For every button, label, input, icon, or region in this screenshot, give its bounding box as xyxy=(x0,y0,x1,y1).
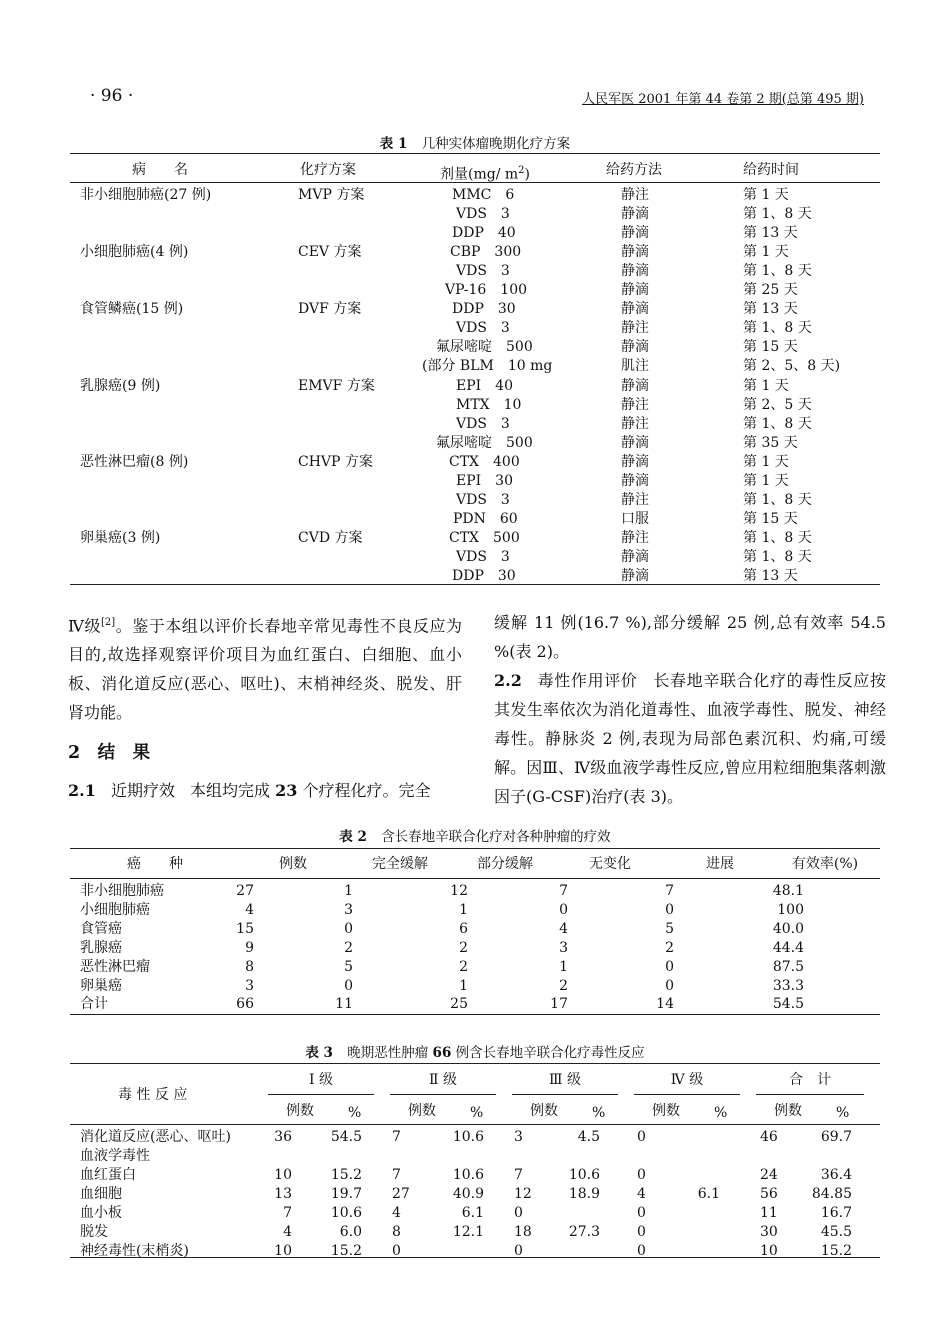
table1-cell-disease: 非小细胞肺癌(27 例) xyxy=(80,187,212,203)
table1-cell-route: 静滴 xyxy=(621,435,649,451)
table2-cell-1: 3 xyxy=(245,978,254,994)
table3-cell-count: 0 xyxy=(637,1167,646,1183)
table1-cell-route: 静滴 xyxy=(621,244,649,260)
table1-cell-route: 静滴 xyxy=(621,473,649,489)
table3-sub-count: 例数 xyxy=(286,1103,314,1119)
table3-cell-reaction: 血液学毒性 xyxy=(80,1148,150,1164)
table1-caption-title: 几种实体瘤晚期化疗方案 xyxy=(421,136,571,152)
table1-cell-route: 口服 xyxy=(621,511,649,527)
table2-cell-4: 7 xyxy=(559,883,568,899)
table2-cell-4: 17 xyxy=(550,996,568,1012)
section21-text-a: 本组均完成 xyxy=(190,781,276,801)
table1-cell-route: 静滴 xyxy=(621,339,649,355)
table3-grade-0: Ⅰ 级 xyxy=(309,1072,333,1088)
table3-cell-pct: 36.4 xyxy=(820,1167,852,1183)
table1-cell-route: 静注 xyxy=(621,492,649,508)
table3-grade-rule xyxy=(268,1094,374,1095)
table2-cell-1: 15 xyxy=(236,921,254,937)
table2-cell-2: 0 xyxy=(344,978,353,994)
table3-cell-count: 0 xyxy=(392,1243,401,1259)
table3-cell-pct: 27.3 xyxy=(568,1224,600,1240)
table2-cell-3: 1 xyxy=(459,978,468,994)
table2-cell-5: 7 xyxy=(665,883,674,899)
table1-cell-dose: DDP 40 xyxy=(452,225,516,241)
table3-sub-count: 例数 xyxy=(530,1103,558,1119)
table3-cell-count: 4 xyxy=(392,1205,401,1221)
table3-cell-count: 30 xyxy=(760,1224,778,1240)
table1-cell-time: 第 13 天 xyxy=(743,568,798,584)
table1-header-rule xyxy=(70,182,880,183)
table1-cell-route: 静滴 xyxy=(621,282,649,298)
section22-title: 毒性作用评价 xyxy=(537,671,638,690)
table2-cell-2: 3 xyxy=(344,902,353,918)
table1-cell-time: 第 1、8 天 xyxy=(743,320,812,336)
table1-cell-time: 第 13 天 xyxy=(743,225,798,241)
section21-count: 23 xyxy=(275,781,298,801)
table3-cell-pct: 4.5 xyxy=(577,1129,600,1145)
table1-cell-disease: 卵巢癌(3 例) xyxy=(80,530,161,546)
table2-cell-5: 0 xyxy=(665,902,674,918)
table3-grade-4: 合 计 xyxy=(789,1072,831,1088)
table3-cell-reaction: 脱发 xyxy=(80,1224,108,1240)
table3-cell-pct: 54.5 xyxy=(330,1129,362,1145)
table1-cell-route: 静滴 xyxy=(621,225,649,241)
table2-cell-cancer: 恶性淋巴瘤 xyxy=(80,959,150,975)
table2-cell-2: 0 xyxy=(344,921,353,937)
table3-caption xyxy=(0,1041,950,1061)
left-paragraph xyxy=(68,608,462,727)
table1-cell-dose: DDP 30 xyxy=(452,301,516,317)
table2-caption-title: 含长春地辛联合化疗对各种肿瘤的疗效 xyxy=(381,829,611,845)
table1-cell-dose: 氟尿嘧啶 500 xyxy=(436,435,533,451)
table1-cell-route: 静滴 xyxy=(621,378,649,394)
table1-cell-dose: CTX 500 xyxy=(449,530,520,546)
table2-cell-6: 44.4 xyxy=(772,940,804,956)
table3-sub-pct: % xyxy=(348,1105,362,1121)
table1-cell-dose: EPI 30 xyxy=(456,473,513,489)
page-number: · 96 · xyxy=(90,86,134,106)
table2-header-5: 进展 xyxy=(706,856,734,872)
table3-cell-count: 18 xyxy=(514,1224,532,1240)
table2-cell-cancer: 合计 xyxy=(80,996,108,1012)
grade-text: Ⅳ级 xyxy=(68,616,102,636)
table3-cell-count: 11 xyxy=(760,1205,778,1221)
table3-cell-pct: 6.0 xyxy=(339,1224,362,1240)
table1-cell-time: 第 1、8 天 xyxy=(743,263,812,279)
table2-cell-cancer: 乳腺癌 xyxy=(80,940,122,956)
section22-text: 长春地辛联合化疗的毒性反应按其发生率依次为消化道毒性、血液学毒性、脱发、神经毒性。静脉炎 2 例,表现为局部色素沉积、灼痛,可缓解。因Ⅲ、Ⅳ级血液学毒性反应,曾应用粒细胞集落刺激因子(G-CSF)治疗(表 3)。 xyxy=(494,671,886,806)
table2-bottom-rule xyxy=(70,1014,880,1015)
table1-cell-regimen: CHVP 方案 xyxy=(298,454,373,470)
table1-cell-time: 第 15 天 xyxy=(743,339,798,355)
table3-sub-pct: % xyxy=(714,1105,728,1121)
table1-cell-time: 第 1、8 天 xyxy=(743,549,812,565)
table2-header-4: 无变化 xyxy=(589,856,631,872)
table2-cell-2: 5 xyxy=(344,959,353,975)
table3-cell-reaction: 消化道反应(恶心、呕吐) xyxy=(80,1129,231,1145)
table3-cell-pct: 10.6 xyxy=(452,1129,484,1145)
table3-grade-rule xyxy=(634,1094,740,1095)
table1-cell-dose: VDS 3 xyxy=(456,416,510,432)
table3-cell-pct: 19.7 xyxy=(330,1186,362,1202)
table3-sub-pct: % xyxy=(592,1105,606,1121)
table2-cell-5: 0 xyxy=(665,978,674,994)
table3-grade-1: Ⅱ 级 xyxy=(429,1072,457,1088)
left-paragraph-text: 。鉴于本组以评价长春地辛常见毒性不良反应为目的,故选择观察评价项目为血红蛋白、白细胞、血小板、消化道反应(恶心、呕吐)、末梢神经炎、脱发、肝肾功能。 xyxy=(68,616,462,723)
table2-cell-4: 2 xyxy=(559,978,568,994)
table2-cell-2: 2 xyxy=(344,940,353,956)
table1-cell-time: 第 1 天 xyxy=(743,378,789,394)
table3-grade-rule xyxy=(512,1094,618,1095)
table1-cell-disease: 乳腺癌(9 例) xyxy=(80,378,161,394)
table2-cell-6: 87.5 xyxy=(772,959,804,975)
table3-cell-pct: 45.5 xyxy=(820,1224,852,1240)
table3-cell-count: 7 xyxy=(392,1167,401,1183)
table1-cell-dose: 氟尿嘧啶 500 xyxy=(436,339,533,355)
table1-cell-route: 静注 xyxy=(621,320,649,336)
table3-cell-count: 7 xyxy=(392,1129,401,1145)
table3-caption-title-a: 晚期恶性肿瘤 xyxy=(347,1045,433,1061)
table1-cell-time: 第 2、5 天 xyxy=(743,397,812,413)
table3-cell-pct: 10.6 xyxy=(452,1167,484,1183)
table2-header-6: 有效率(%) xyxy=(791,856,859,872)
table3-cell-pct: 15.2 xyxy=(820,1243,852,1259)
table3-grade-rule xyxy=(756,1094,864,1095)
table3-cell-reaction: 血小板 xyxy=(80,1205,122,1221)
table2-cell-5: 0 xyxy=(665,959,674,975)
table2-cell-3: 2 xyxy=(459,959,468,975)
table3-header-rule xyxy=(70,1124,880,1125)
table1-cell-route: 静滴 xyxy=(621,301,649,317)
table1-header-time: 给药时间 xyxy=(743,162,799,178)
section2-title: 2 结 果 xyxy=(68,743,151,764)
table1-header-disease: 病 名 xyxy=(132,162,188,178)
table1-cell-dose: VDS 3 xyxy=(456,492,510,508)
table1-caption xyxy=(0,132,950,152)
table3-cell-count: 13 xyxy=(274,1186,292,1202)
table3-cell-count: 0 xyxy=(637,1224,646,1240)
table1-cell-dose: MMC 6 xyxy=(452,187,515,203)
table3-grade-3: Ⅳ 级 xyxy=(670,1072,704,1088)
table1-cell-time: 第 35 天 xyxy=(743,435,798,451)
table3-cell-count: 4 xyxy=(283,1224,292,1240)
table3-sub-count: 例数 xyxy=(408,1103,436,1119)
table1-cell-route: 静注 xyxy=(621,187,649,203)
table3-cell-pct: 6.1 xyxy=(461,1205,484,1221)
table3-cell-pct: 40.9 xyxy=(452,1186,484,1202)
table1-cell-disease: 小细胞肺癌(4 例) xyxy=(80,244,189,260)
table3-cell-count: 12 xyxy=(514,1186,532,1202)
section21-number: 2.1 xyxy=(68,781,96,801)
journal-header: 人民军医 2001 年第 44 卷第 2 期(总第 495 期) xyxy=(582,92,864,107)
left-column-text xyxy=(68,608,462,805)
table2-cell-cancer: 非小细胞肺癌 xyxy=(80,883,164,899)
table2-cell-1: 66 xyxy=(236,996,254,1012)
table1-header-dose-a: 剂量(mg/ m xyxy=(440,166,519,183)
table3-cell-count: 10 xyxy=(274,1167,292,1183)
table3-cell-count: 0 xyxy=(514,1205,523,1221)
table1-cell-dose: CTX 400 xyxy=(449,454,520,470)
table1-cell-dose: VDS 3 xyxy=(456,206,510,222)
table1-top-rule xyxy=(70,153,880,154)
table1-caption-label: 表 1 xyxy=(379,136,408,152)
section21-title: 近期疗效 xyxy=(110,781,175,801)
table3-sub-pct: % xyxy=(836,1105,850,1121)
table3-cell-count: 56 xyxy=(760,1186,778,1202)
table2-cell-6: 40.0 xyxy=(772,921,804,937)
table1-cell-dose: PDN 60 xyxy=(453,511,518,527)
table2-cell-6: 100 xyxy=(777,902,804,918)
table2-cell-1: 27 xyxy=(236,883,254,899)
table2-cell-4: 0 xyxy=(559,902,568,918)
table2-cell-4: 4 xyxy=(559,921,568,937)
table2-cell-3: 12 xyxy=(450,883,468,899)
table2-cell-5: 5 xyxy=(665,921,674,937)
table1-cell-dose: VDS 3 xyxy=(456,263,510,279)
section21-paragraph xyxy=(68,776,462,805)
table3-cell-count: 4 xyxy=(637,1186,646,1202)
table2-cell-cancer: 卵巢癌 xyxy=(80,978,122,994)
table1-cell-route: 静注 xyxy=(621,416,649,432)
table3-cell-count: 36 xyxy=(274,1129,292,1145)
table3-cell-pct: 15.2 xyxy=(330,1243,362,1259)
table1-cell-dose: MTX 10 xyxy=(456,397,522,413)
right-paragraph: 缓解 11 例(16.7 %),部分缓解 25 例,总有效率 54.5 %(表 2)。 xyxy=(494,613,886,661)
table2-cell-3: 1 xyxy=(459,902,468,918)
table2-cell-4: 3 xyxy=(559,940,568,956)
table1-cell-time: 第 1 天 xyxy=(743,454,789,470)
table1-cell-route: 静注 xyxy=(621,530,649,546)
table3-cell-pct: 10.6 xyxy=(330,1205,362,1221)
table2-cell-3: 2 xyxy=(459,940,468,956)
table1-cell-dose: DDP 30 xyxy=(452,568,516,584)
table2-cell-5: 14 xyxy=(656,996,674,1012)
table2-cell-1: 8 xyxy=(245,959,254,975)
table1-cell-time: 第 1 天 xyxy=(743,244,789,260)
table3-cell-count: 7 xyxy=(283,1205,292,1221)
table1-header-route: 给药方法 xyxy=(606,162,662,178)
table3-sub-pct: % xyxy=(470,1105,484,1121)
table1-header-regimen: 化疗方案 xyxy=(300,162,356,178)
table1-cell-route: 肌注 xyxy=(621,358,649,374)
table1-cell-regimen: EMVF 方案 xyxy=(298,378,375,394)
table1-cell-regimen: MVP 方案 xyxy=(298,187,365,203)
section21-text-b: 个疗程化疗。完全 xyxy=(297,781,431,801)
table3-caption-label: 表 3 xyxy=(305,1045,333,1061)
table3-cell-reaction: 神经毒性(末梢炎) xyxy=(80,1243,189,1259)
table1-cell-route: 静注 xyxy=(621,397,649,413)
table3-cell-pct: 18.9 xyxy=(568,1186,600,1202)
table3-cell-count: 8 xyxy=(392,1224,401,1240)
table3-cell-pct: 6.1 xyxy=(697,1186,720,1202)
table3-caption-title-b: 例含长春地辛联合化疗毒性反应 xyxy=(451,1045,645,1061)
table1-cell-route: 静滴 xyxy=(621,454,649,470)
table2-cell-6: 54.5 xyxy=(772,996,804,1012)
table1-bottom-rule xyxy=(70,584,880,585)
table2-cell-cancer: 食管癌 xyxy=(80,921,122,937)
table2-cell-2: 11 xyxy=(335,996,353,1012)
table1-cell-time: 第 1、8 天 xyxy=(743,492,812,508)
table3-cell-count: 3 xyxy=(514,1129,523,1145)
table2-cell-5: 2 xyxy=(665,940,674,956)
table2-top-rule xyxy=(70,848,880,849)
table3-cell-count: 0 xyxy=(637,1129,646,1145)
table1-cell-dose: EPI 40 xyxy=(456,378,513,394)
table3-cell-pct: 84.85 xyxy=(811,1186,852,1202)
table1-cell-time: 第 15 天 xyxy=(743,511,798,527)
table2-cell-3: 6 xyxy=(459,921,468,937)
table3-sub-count: 例数 xyxy=(652,1103,680,1119)
table3-cell-pct: 15.2 xyxy=(330,1167,362,1183)
table1-cell-disease: 食管鳞癌(15 例) xyxy=(80,301,184,317)
section22-number: 2.2 xyxy=(494,671,522,690)
section22-paragraph xyxy=(494,666,886,811)
table3-cell-pct: 10.6 xyxy=(568,1167,600,1183)
table1-cell-route: 静滴 xyxy=(621,549,649,565)
table2-cell-cancer: 小细胞肺癌 xyxy=(80,902,150,918)
table1-cell-regimen: CEV 方案 xyxy=(298,244,362,260)
table2-cell-3: 25 xyxy=(450,996,468,1012)
table3-cell-pct: 69.7 xyxy=(820,1129,852,1145)
table1-cell-regimen: DVF 方案 xyxy=(298,301,362,317)
table3-cell-reaction: 血细胞 xyxy=(80,1186,122,1202)
table3-cell-count: 10 xyxy=(760,1243,778,1259)
table1-cell-time: 第 1、8 天 xyxy=(743,530,812,546)
table1-cell-dose: VP-16 100 xyxy=(445,282,528,298)
table2-cell-1: 9 xyxy=(245,940,254,956)
table1-cell-dose: VDS 3 xyxy=(456,549,510,565)
table3-cell-count: 0 xyxy=(637,1205,646,1221)
table1-cell-time: 第 1、8 天 xyxy=(743,206,812,222)
table3-cell-pct: 12.1 xyxy=(452,1224,484,1240)
table3-cell-count: 0 xyxy=(514,1243,523,1259)
table3-cell-reaction: 血红蛋白 xyxy=(80,1167,136,1183)
table1-cell-time: 第 1 天 xyxy=(743,473,789,489)
table2-cell-1: 4 xyxy=(245,902,254,918)
table1-header-dose-b: ) xyxy=(524,166,530,183)
table1-cell-time: 第 13 天 xyxy=(743,301,798,317)
table1-cell-time: 第 1、8 天 xyxy=(743,416,812,432)
table3-grade-rule xyxy=(390,1094,496,1095)
table2-header-2: 完全缓解 xyxy=(372,856,428,872)
table2-caption-label: 表 2 xyxy=(339,829,367,845)
table2-cell-4: 1 xyxy=(559,959,568,975)
table1-cell-dose: CBP 300 xyxy=(450,244,522,260)
citation-ref: [2] xyxy=(101,617,116,628)
right-column-text xyxy=(494,608,886,811)
table3-top-rule xyxy=(70,1063,880,1064)
table3-grade-2: Ⅲ 级 xyxy=(549,1072,581,1088)
table2-header-rule xyxy=(70,878,880,879)
table3-caption-count: 66 xyxy=(432,1045,452,1061)
table3-row-header: 毒 性 反 应 xyxy=(118,1087,188,1103)
table2-cell-6: 48.1 xyxy=(772,883,804,899)
table3-cell-count: 0 xyxy=(637,1243,646,1259)
table2-cell-6: 33.3 xyxy=(772,978,804,994)
table3-cell-pct: 16.7 xyxy=(820,1205,852,1221)
table2-header-0: 癌 种 xyxy=(127,856,183,872)
table3-cell-count: 7 xyxy=(514,1167,523,1183)
table3-cell-count: 27 xyxy=(392,1186,410,1202)
table1-cell-time: 第 2、5、8 天) xyxy=(743,358,841,374)
table3-cell-count: 10 xyxy=(274,1243,292,1259)
table3-sub-count: 例数 xyxy=(774,1103,802,1119)
table1-cell-disease: 恶性淋巴瘤(8 例) xyxy=(80,454,189,470)
table1-cell-time: 第 25 天 xyxy=(743,282,798,298)
table1-cell-dose: (部分 BLM 10 mg xyxy=(422,358,553,374)
table3-bottom-rule xyxy=(70,1257,880,1258)
table2-cell-2: 1 xyxy=(344,883,353,899)
table2-caption xyxy=(0,825,950,845)
table1-cell-dose: VDS 3 xyxy=(456,320,510,336)
table2-header-1: 例数 xyxy=(279,856,307,872)
table1-cell-route: 静滴 xyxy=(621,206,649,222)
table2-header-3: 部分缓解 xyxy=(477,856,533,872)
table1-cell-route: 静滴 xyxy=(621,263,649,279)
table1-cell-route: 静滴 xyxy=(621,568,649,584)
table3-cell-count: 24 xyxy=(760,1167,778,1183)
table1-header-dose-sup: 2 xyxy=(518,165,525,176)
table3-cell-count: 46 xyxy=(760,1129,778,1145)
table1-cell-time: 第 1 天 xyxy=(743,187,789,203)
table1-cell-regimen: CVD 方案 xyxy=(298,530,363,546)
